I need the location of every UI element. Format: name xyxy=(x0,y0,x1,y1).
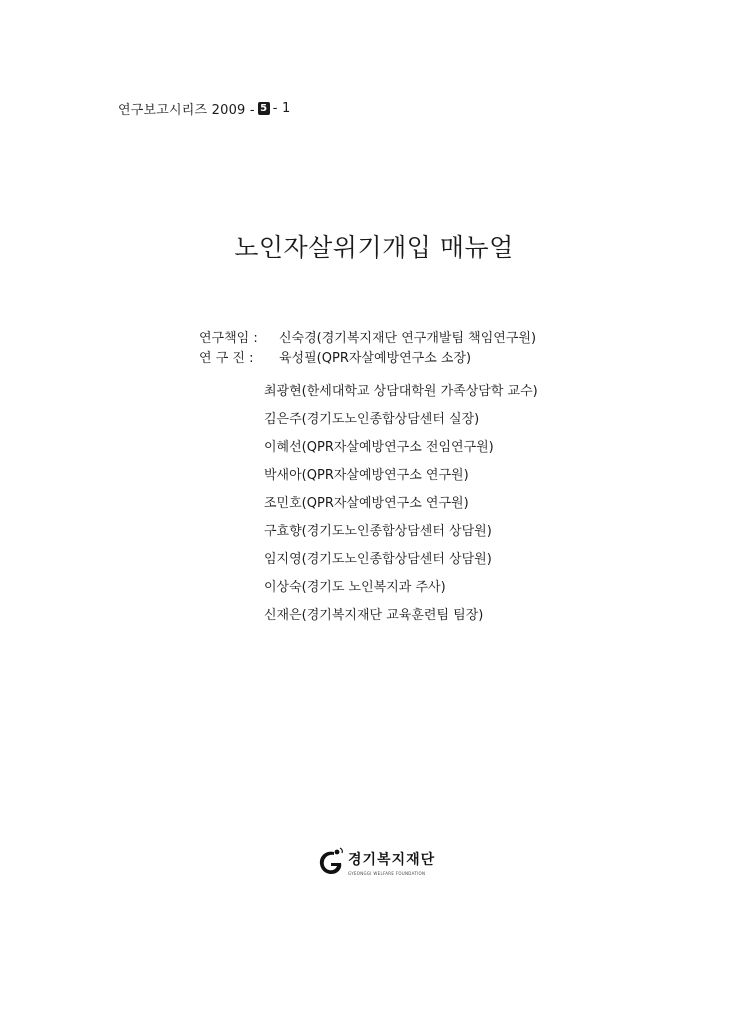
researchers-row xyxy=(199,350,536,368)
researcher-list xyxy=(264,383,538,635)
report-title: 노인자살위기개입 매뉴얼 xyxy=(234,233,514,262)
researchers-role-label: 연 구 진 : xyxy=(199,351,254,366)
researcher-item: 이혜선(QPR자살예방연구소 전임연구원) xyxy=(264,440,494,455)
researcher-first-name: 육성필(QPR자살예방연구소 소장) xyxy=(279,351,472,366)
series-number-badge: 5 xyxy=(258,102,270,115)
lead-researcher-name: 신숙경(경기복지재단 연구개발팀 책임연구원) xyxy=(279,331,537,346)
gyeonggi-welfare-foundation-logo-icon xyxy=(316,846,344,878)
researcher-item: 신재은(경기복지재단 교육훈련팀 팀장) xyxy=(264,608,484,623)
series-prefix: 연구보고시리즈 2009 - xyxy=(118,103,255,118)
researcher-item: 최광현(한세대학교 상담대학원 가족상담학 교수) xyxy=(264,384,538,399)
researcher-item: 이상숙(경기도 노인복지과 주사) xyxy=(264,580,446,595)
publisher-logo xyxy=(316,846,435,878)
researcher-item: 박새아(QPR자살예방연구소 연구원) xyxy=(264,468,469,483)
researcher-item: 임지영(경기도노인종합상담센터 상담원) xyxy=(264,552,492,567)
series-suffix: - 1 xyxy=(272,101,291,116)
publisher-subtitle: GYEONGGI WELFARE FOUNDATION xyxy=(348,870,426,876)
lead-role-label: 연구책임 : xyxy=(199,331,258,346)
report-series-label xyxy=(118,99,290,118)
credits-block xyxy=(199,330,536,370)
publisher-text xyxy=(348,849,435,876)
lead-researcher-row xyxy=(199,330,536,348)
publisher-name: 경기복지재단 xyxy=(348,851,436,868)
researcher-item: 조민호(QPR자살예방연구소 연구원) xyxy=(264,496,469,511)
researcher-item: 김은주(경기도노인종합상담센터 실장) xyxy=(264,412,480,427)
researcher-item: 구효향(경기도노인종합상담센터 상담원) xyxy=(264,524,492,539)
